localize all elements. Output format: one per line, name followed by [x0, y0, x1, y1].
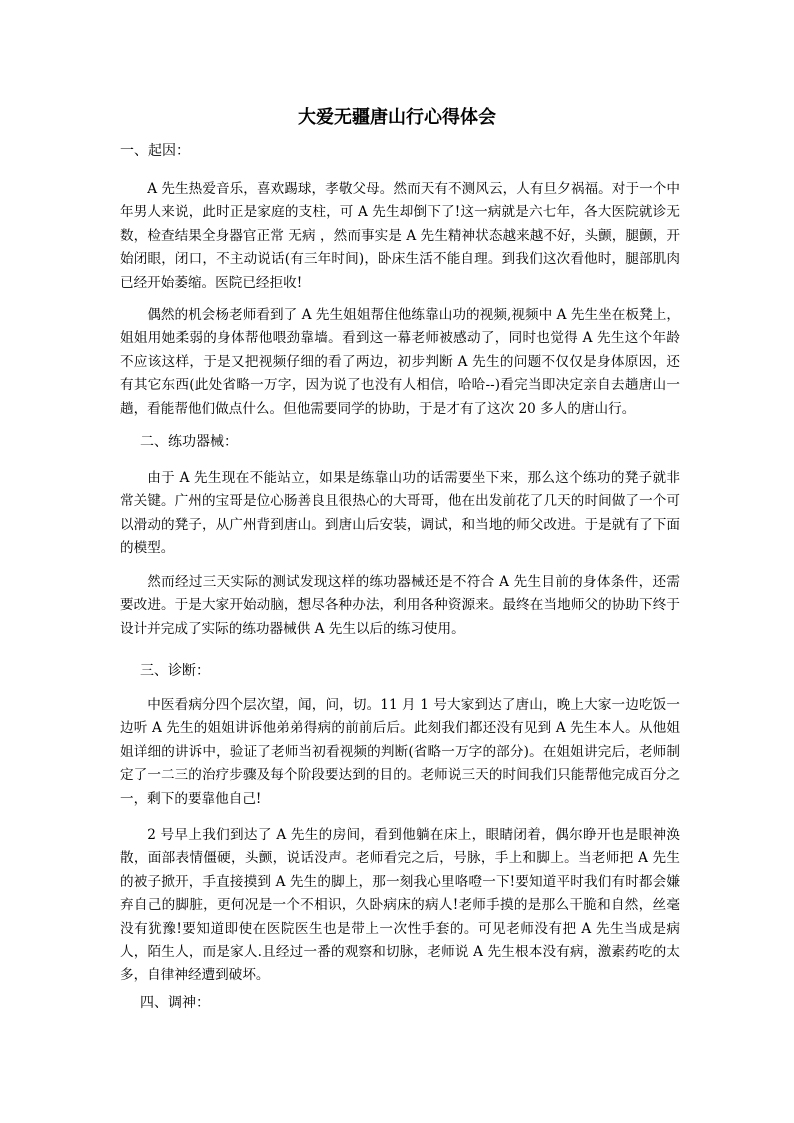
section-heading-equipment: 二、练功器械：: [140, 434, 238, 450]
paragraph: A 先生热爱音乐，喜欢踢球，孝敬父母。然而天有不测风云，人有旦夕祸福。对于一个中年男人来说，此时正是家庭的支柱，可 A 先生却倒下了!这一病就是六七年，各大医院就诊无数，检查结果全身器官正常 无病 ，然而事实是 A 先生精神状态越来越不好，头颤，腿颤，开始闭眼，闭口，不主动说话(有三年时间)，卧床生活不能自理。到我们这次看他时，腿部肌肉已经开始萎缩。医院已经拒收!: [120, 181, 680, 291]
section-heading-diagnosis: 三、诊断：: [140, 663, 210, 679]
paragraph: 由于 A 先生现在不能站立，如果是练靠山功的话需要坐下来，那么这个练功的凳子就非常关键。广州的宝哥是位心肠善良且很热心的大哥哥，他在出发前花了几天的时间做了一个可以滑动的凳子，从广州背到唐山。到唐山后安装，调试，和当地的师父改进。于是就有了下面的模型。: [120, 470, 680, 557]
paragraph: 然而经过三天实际的测试发现这样的练功器械还是不符合 A 先生目前的身体条件，还需要改进。于是大家开始动脑，想尽各种办法，利用各种资源来。最终在当地师父的协助下终于设计并完成了实际的练功器械供 A 先生以后的练习使用。: [120, 574, 680, 637]
paragraph: 2 号早上我们到达了 A 先生的房间，看到他躺在床上，眼睛闭着，偶尔睁开也是眼神涣散，面部表情僵硬，头颤，说话没声。老师看完之后，号脉，手上和脚上。当老师把 A 先生的被子掀开，手直接摸到 A 先生的脚上，那一刻我心里咯噔一下!要知道平时我们有时都会嫌弃自己的脚脏，更何况是一个不相识，久卧病床的病人!老师手摸的是那么干脆和自然，丝毫没有犹豫!要知道即使在医院医生也是带上一次性手套的。可见老师没有把 A 先生当成是病人，陌生人，而是家人.且经过一番的观察和切脉，老师说 A 先生根本没有病，激素药吃的太多，自律神经遭到破坏。: [120, 827, 680, 984]
paragraph: 偶然的机会杨老师看到了 A 先生姐姐帮住他练靠山功的视频,视频中 A 先生坐在板凳上，姐姐用她柔弱的身体帮他喂劲靠墙。看到这一幕老师被感动了，同时也觉得 A 先生这个年龄不应该这样，于是又把视频仔细的看了两边，初步判断 A 先生的问题不仅仅是身体原因，还有其它东西(此处省略一万字，因为说了也没有人相信，哈哈--)看完当即决定亲自去趟唐山一趟，看能帮他们做点什么。但他需要同学的协助，于是才有了这次 20 多人的唐山行。: [120, 307, 680, 417]
paragraph: 中医看病分四个层次望，闻，问，切。11 月 1 号大家到达了唐山，晚上大家一边吃饭一边听 A 先生的姐姐讲诉他弟弟得病的前前后后。此刻我们都还没有见到 A 先生本人。从他姐姐详细的讲诉中，验证了老师当初看视频的判断(省略一万字的部分)。在姐姐讲完后，老师制定了一二三的治疗步骤及每个阶段要达到的目的。老师说三天的时间我们只能帮他完成百分之一，剩下的要靠他自己!: [120, 697, 680, 807]
section-heading-cause: 一、起因：: [120, 143, 190, 159]
page-title: 大爱无疆唐山行心得体会: [298, 107, 496, 128]
section-heading-spirit: 四、调神：: [140, 995, 210, 1011]
